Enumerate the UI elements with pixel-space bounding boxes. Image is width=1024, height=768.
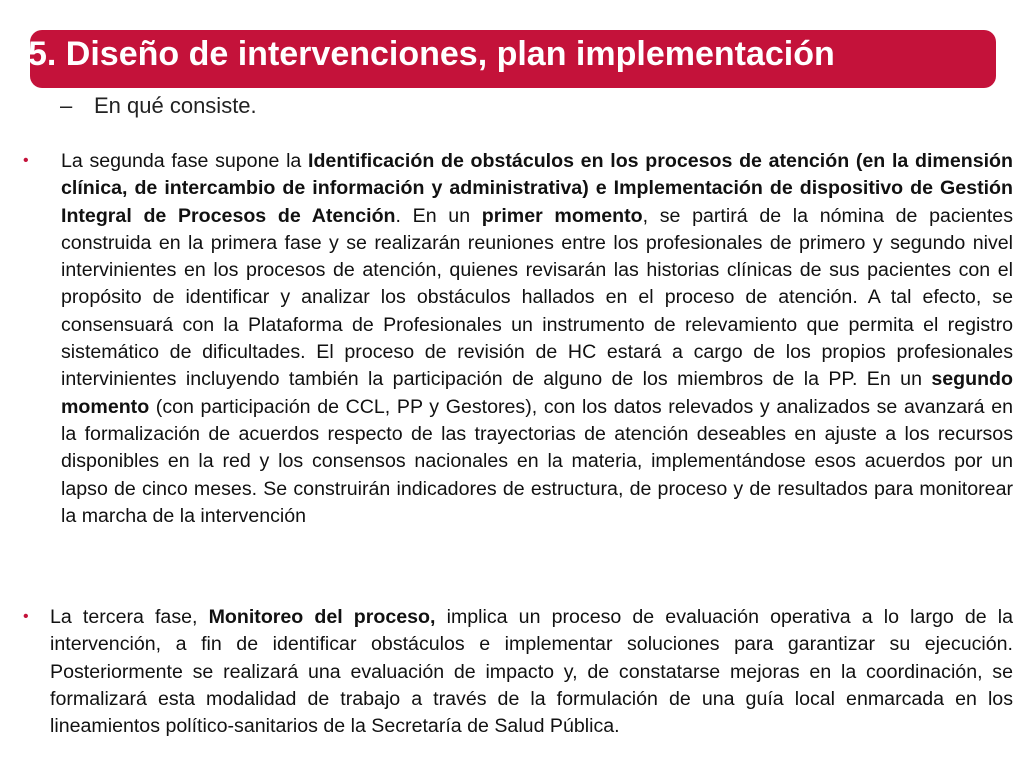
bullet-marker: • — [23, 152, 29, 169]
para2-text-1: La tercera fase, — [50, 606, 209, 628]
para2-bold-1: Monitoreo del proceso, — [208, 606, 436, 628]
para1-text-3: , se partirá de la nómina de pacientes construida en la primera fase y se realizarán reuniones entre los profesionales de primero y segundo nivel intervinientes en los procesos de atención, quienes revisarán las historias clínicas de sus pacientes con el propósito de identificar y analizar los obstáculos hallados en el proceso de atención. A tal efecto, se consensuará con la Plataforma de Profesionales un instrumento de relevamiento que permita el registro sistemático de dificultades. El proceso de revisión de HC estará a cargo de los propios profesionales intervinientes incluyendo también la participación de alguno de los miembros de la PP. En un — [61, 204, 1013, 391]
para1-bold-2: primer momento — [481, 204, 643, 227]
para2-text-2: implica un proceso de evaluación operativa a lo largo de la intervención, a fin de identificar obstáculos e implementar soluciones para garantizar su ejecución. Posteriormente se realizará una evaluación de impacto y, de constatarse mejoras en la coordinación, se formalizará esta modalidad de trabajo a través de la formulación de una guía local enmarcada en los lineamientos político-sanitarios de la Secretaría de Salud Pública. — [50, 606, 1013, 738]
bullet-marker: • — [23, 608, 29, 625]
para1-text-2: . En un — [395, 204, 482, 227]
slide-title: 5. Diseño de intervenciones, plan implementación — [28, 35, 835, 73]
para1-bold-3: segundo momento — [61, 368, 1013, 418]
subtitle — [60, 93, 257, 119]
paragraph-third-phase — [50, 604, 1013, 740]
para1-text-4: (con participación de CCL, PP y Gestores), con los datos relevados y analizados se avanzará en la formalización de acuerdos respecto de las trayectorias de atención deseables en ajuste a los recursos disponibles en la red y los consensos nacionales en la materia, implementándose esos acuerdos por un lapso de cinco meses. Se construirán indicadores de estructura, de proceso y de resultados para monitorear la marcha de la intervención — [61, 395, 1013, 527]
subtitle-dash: – — [60, 93, 73, 118]
para1-text-1: La segunda fase supone la — [61, 150, 309, 172]
para1-bold-1: Identificación de obstáculos en los procesos de atención (en la dimensión clínica, de intercambio de información y administrativa) e Implementación de dispositivo de Gestión Integral de Procesos de Atención — [61, 150, 1013, 227]
subtitle-text: En qué consiste. — [94, 93, 257, 118]
paragraph-second-phase — [61, 148, 1013, 530]
